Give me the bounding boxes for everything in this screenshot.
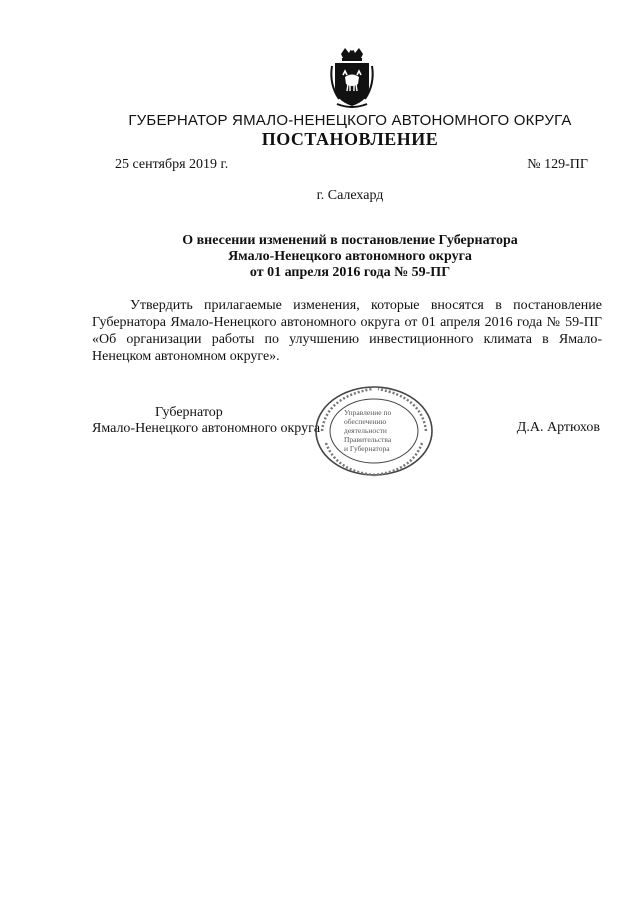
stamp-line-1: Управление по	[344, 408, 392, 417]
stamp-text	[344, 408, 416, 453]
signatory-position-line-2: Ямало-Ненецкого автономного округа	[92, 421, 321, 436]
document-title	[0, 233, 640, 281]
title-line-2: Ямало-Ненецкого автономного округа	[228, 249, 472, 264]
body-paragraph: Утвердить прилагаемые изменения, которые вносятся в постановление Губернатора Ямало-Ненецкого автономного округа от 01 апреля 2016 года № 59-ПГ «Об организации работы по улучшению инвестиционного климата в Ямало-Ненецком автономном округе».	[92, 298, 602, 364]
signatory-name: Д.А. Артюхов	[516, 420, 600, 435]
stamp-line-2: обеспечению	[344, 417, 387, 426]
coat-of-arms-icon	[327, 44, 377, 110]
title-line-1: О внесении изменений в постановление Губернатора	[182, 233, 518, 248]
document-type-heading: ПОСТАНОВЛЕНИЕ	[261, 129, 439, 149]
signatory-position-line-1: Губернатор	[155, 405, 223, 420]
issuing-authority: ГУБЕРНАТОР ЯМАЛО-НЕНЕЦКОГО АВТОНОМНОГО ОКРУГА	[128, 112, 572, 129]
document-city: г. Салехард	[316, 188, 384, 203]
title-line-3: от 01 апреля 2016 года № 59-ПГ	[249, 265, 451, 280]
stamp-line-5: и Губернатора	[344, 444, 390, 453]
document-date: 25 сентября 2019 г.	[115, 157, 229, 172]
signatory-position	[92, 405, 320, 437]
stamp-line-4: Правительства	[344, 435, 392, 444]
document-number: № 129-ПГ	[527, 157, 588, 172]
stamp-line-3: деятельности	[344, 426, 387, 435]
